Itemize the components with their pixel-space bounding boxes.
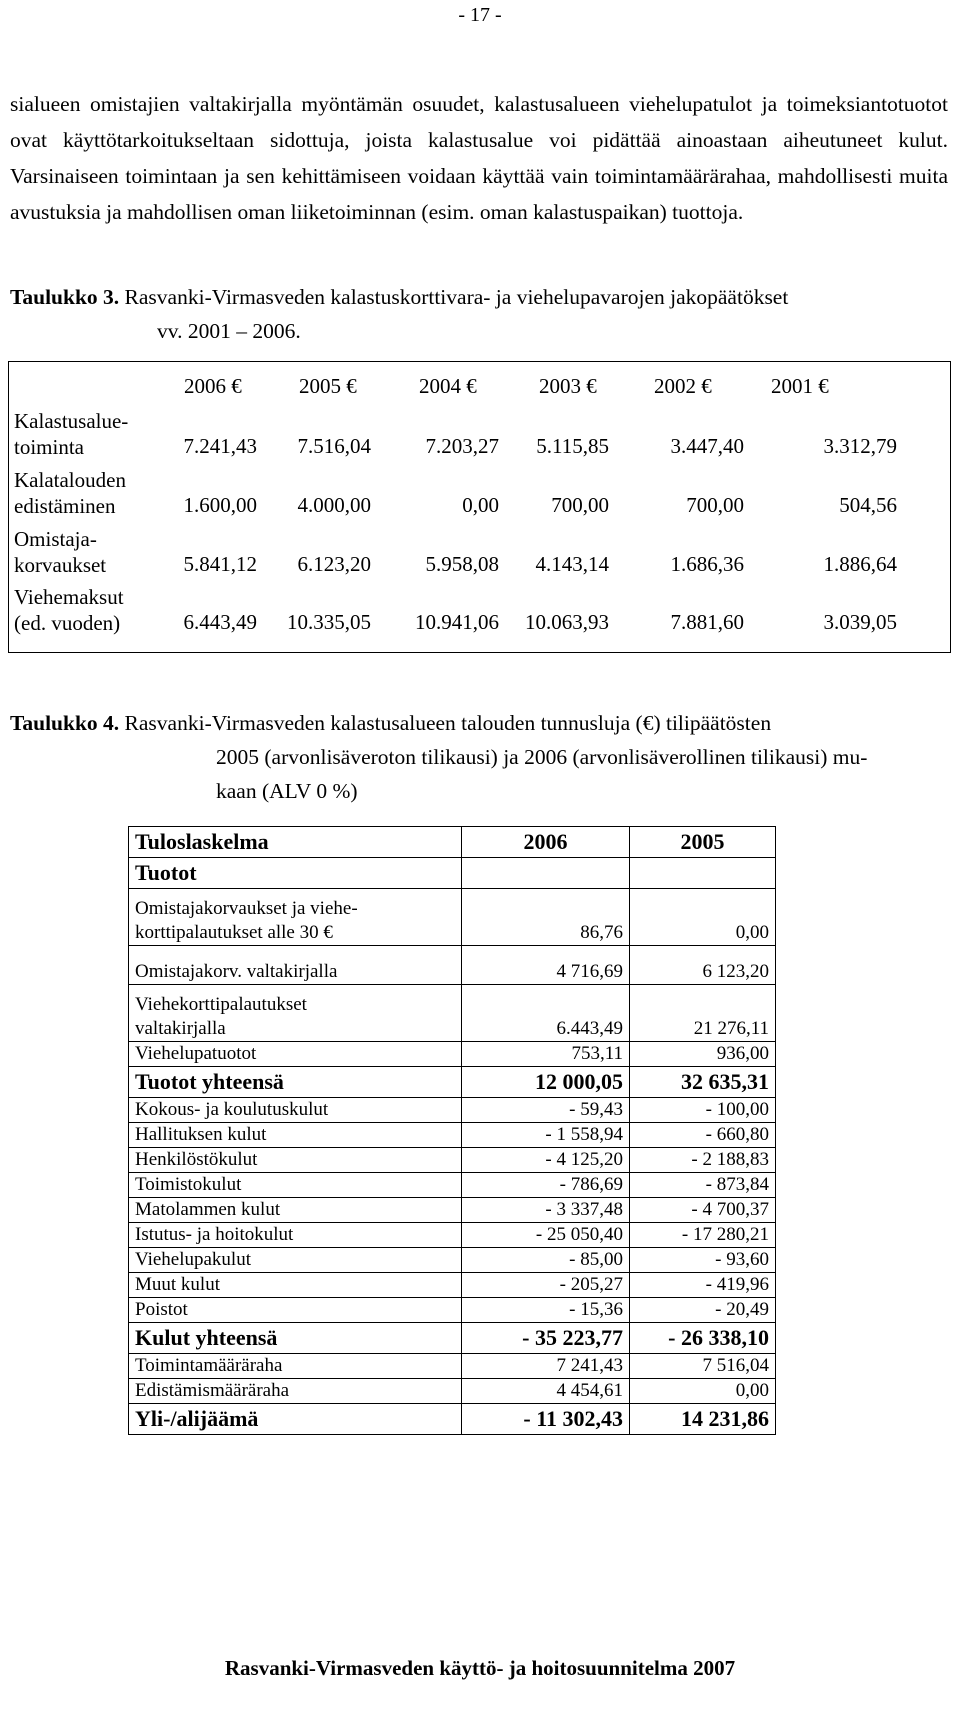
table3-row-label-line2: edistäminen bbox=[14, 494, 116, 518]
table4-value-2005: 21 276,11 bbox=[630, 985, 776, 1042]
table4-caption-line3: kaan (ALV 0 %) bbox=[216, 779, 358, 803]
table3-cell: 10.335,05 bbox=[287, 610, 371, 634]
table4-value-2005: - 20,49 bbox=[630, 1298, 776, 1323]
table3-year-header: 2003 € bbox=[539, 374, 597, 398]
table4 bbox=[128, 826, 776, 1435]
table4-header-label: Tuloslaskelma bbox=[129, 827, 462, 858]
table4-value-2005: - 4 700,37 bbox=[630, 1198, 776, 1223]
table3-cell: 6.123,20 bbox=[297, 552, 371, 576]
table4-row-label: Hallituksen kulut bbox=[129, 1123, 462, 1148]
table3-cell: 6.443,49 bbox=[183, 610, 257, 634]
table4-row-label: Edistämismääräraha bbox=[129, 1379, 462, 1404]
table3-cell: 3.039,05 bbox=[823, 610, 897, 634]
table4-row-label: Yli-/alijäämä bbox=[129, 1404, 462, 1435]
table4-row bbox=[129, 1067, 776, 1098]
table3-row-label bbox=[14, 408, 128, 460]
table3-cell: 7.241,43 bbox=[183, 434, 257, 458]
table3-caption-years: vv. 2001 – 2006. bbox=[157, 319, 301, 343]
table4-value-2006: - 205,27 bbox=[462, 1273, 630, 1298]
table4-value-2005: - 419,96 bbox=[630, 1273, 776, 1298]
table3-year-header: 2001 € bbox=[771, 374, 829, 398]
table4-value-2006: - 85,00 bbox=[462, 1248, 630, 1273]
table4-value-2005: 0,00 bbox=[630, 889, 776, 946]
table4-row-label: Toimistokulut bbox=[129, 1173, 462, 1198]
table4-row-label: Henkilöstökulut bbox=[129, 1148, 462, 1173]
table3-row-label bbox=[14, 584, 124, 636]
table4-row bbox=[129, 1404, 776, 1435]
table3-cell: 10.063,93 bbox=[525, 610, 609, 634]
table4-value-2005: - 93,60 bbox=[630, 1248, 776, 1273]
table3-caption bbox=[10, 280, 950, 348]
table3-year-header: 2004 € bbox=[419, 374, 477, 398]
page-number: - 17 - bbox=[458, 4, 502, 26]
table4-value-2006: - 3 337,48 bbox=[462, 1198, 630, 1223]
table3-cell: 7.203,27 bbox=[425, 434, 499, 458]
table3-cell: 7.516,04 bbox=[297, 434, 371, 458]
table4-value-2005: 936,00 bbox=[630, 1042, 776, 1067]
table3-cell: 700,00 bbox=[551, 493, 609, 517]
table4-caption-line2: 2005 (arvonlisäveroton tilikausi) ja 2006 (arvonlisäverollinen tilikausi) mu- bbox=[216, 745, 868, 769]
table4-caption bbox=[10, 706, 950, 808]
table4-row bbox=[129, 1223, 776, 1248]
table4-value-2006: 753,11 bbox=[462, 1042, 630, 1067]
table3-year-header: 2005 € bbox=[299, 374, 357, 398]
table4-row-label: Viehelupatuotot bbox=[129, 1042, 462, 1067]
table3-row-label-line1: Viehemaksut bbox=[14, 585, 124, 609]
table4-value-2005: 14 231,86 bbox=[630, 1404, 776, 1435]
table4-row bbox=[129, 1098, 776, 1123]
table3-cell: 4.000,00 bbox=[297, 493, 371, 517]
table4-value-2006: 6.443,49 bbox=[462, 985, 630, 1042]
table4-row bbox=[129, 1298, 776, 1323]
table4-caption-label: Taulukko 4. bbox=[10, 711, 120, 735]
table4-value-2005: - 873,84 bbox=[630, 1173, 776, 1198]
table3-cell: 10.941,06 bbox=[415, 610, 499, 634]
table3-caption-label: Taulukko 3. bbox=[10, 285, 120, 309]
body-paragraph: sialueen omistajien valtakirjalla myöntämän osuudet, kalastusalueen viehelupatulot ja toimeksiantotuotot ovat käyttötarkoitukseltaan sidottuja, joista kalastusalue voi pidättää ainoastaan aiheutuneet kulut. Varsinaiseen toimintaan ja sen kehittämiseen voidaan käyttää vain toimintamäärärahaa, mahdollisesti muita avustuksia ja mahdollisen oman liiketoiminnan (esim. oman kalastuspaikan) tuottoja. bbox=[10, 92, 948, 224]
table4-value-2006: - 1 558,94 bbox=[462, 1123, 630, 1148]
table4-row bbox=[129, 1173, 776, 1198]
table4-value-2006: 7 241,43 bbox=[462, 1354, 630, 1379]
table4-value-2005: - 660,80 bbox=[630, 1123, 776, 1148]
table4-row-label-line1: Viehekorttipalautukset bbox=[135, 994, 307, 1015]
table4-row bbox=[129, 1323, 776, 1354]
table3-cell: 5.115,85 bbox=[536, 434, 609, 458]
table3-row-label-line1: Omistaja- bbox=[14, 527, 97, 551]
table4-value-2006: - 11 302,43 bbox=[462, 1404, 630, 1435]
table4-row-label-line1: Omistajakorvaukset ja viehe- bbox=[135, 898, 358, 919]
table4-row-label: Matolammen kulut bbox=[129, 1198, 462, 1223]
table4-value-2005: 6 123,20 bbox=[630, 946, 776, 985]
table3-cell: 700,00 bbox=[686, 493, 744, 517]
page-footer: Rasvanki-Virmasveden käyttö- ja hoitosuunnitelma 2007 bbox=[224, 1656, 736, 1680]
table3-cell: 0,00 bbox=[462, 493, 499, 517]
table4-value-2006: - 59,43 bbox=[462, 1098, 630, 1123]
table3-year-header: 2006 € bbox=[184, 374, 242, 398]
table3-year-header: 2002 € bbox=[654, 374, 712, 398]
table4-empty-cell bbox=[462, 858, 630, 889]
table3-cell: 5.958,08 bbox=[425, 552, 499, 576]
table4-row bbox=[129, 1248, 776, 1273]
table3-row-label bbox=[14, 467, 126, 519]
table4-value-2005: - 100,00 bbox=[630, 1098, 776, 1123]
table3-row-label bbox=[14, 526, 106, 578]
table4-row-label bbox=[129, 889, 462, 946]
table4-value-2006: - 35 223,77 bbox=[462, 1323, 630, 1354]
table4-row bbox=[129, 1354, 776, 1379]
table4-row-label: Istutus- ja hoitokulut bbox=[129, 1223, 462, 1248]
table4-row-label: Tuotot yhteensä bbox=[129, 1067, 462, 1098]
table3 bbox=[8, 361, 951, 653]
table4-row-label-line2: korttipalautukset alle 30 € bbox=[135, 922, 333, 943]
table3-row-label-line1: Kalastusalue- bbox=[14, 409, 129, 433]
table3-cell: 1.686,36 bbox=[670, 552, 744, 576]
table4-row bbox=[129, 1042, 776, 1067]
table4-row bbox=[129, 1273, 776, 1298]
table4-header-2006: 2006 bbox=[462, 827, 630, 858]
table4-row-label: Viehelupakulut bbox=[129, 1248, 462, 1273]
table4-row-label: Kulut yhteensä bbox=[129, 1323, 462, 1354]
table4-section-label: Tuotot bbox=[129, 858, 462, 889]
table4-row bbox=[129, 889, 776, 946]
table4-value-2005: 7 516,04 bbox=[630, 1354, 776, 1379]
table4-value-2006: 4 716,69 bbox=[462, 946, 630, 985]
table4-row-label bbox=[129, 985, 462, 1042]
table3-row-label-line2: (ed. vuoden) bbox=[14, 611, 121, 635]
table4-header-row bbox=[129, 827, 776, 858]
table4-value-2006: - 786,69 bbox=[462, 1173, 630, 1198]
table4-value-2006: 4 454,61 bbox=[462, 1379, 630, 1404]
table4-row bbox=[129, 1123, 776, 1148]
table3-cell: 1.600,00 bbox=[183, 493, 257, 517]
table3-cell: 7.881,60 bbox=[670, 610, 744, 634]
table4-value-2005: 0,00 bbox=[630, 1379, 776, 1404]
table4-value-2006: 12 000,05 bbox=[462, 1067, 630, 1098]
table3-cell: 1.886,64 bbox=[823, 552, 897, 576]
table3-cell: 4.143,14 bbox=[535, 552, 609, 576]
table4-row-label: Poistot bbox=[129, 1298, 462, 1323]
table4-value-2005: - 26 338,10 bbox=[630, 1323, 776, 1354]
table4-row-label: Kokous- ja koulutuskulut bbox=[129, 1098, 462, 1123]
table3-caption-text: Rasvanki-Virmasveden kalastuskorttivara- ja viehelupavarojen jakopäätökset bbox=[124, 285, 789, 309]
table4-row-label: Omistajakorv. valtakirjalla bbox=[129, 946, 462, 985]
table4-section-row bbox=[129, 858, 776, 889]
table3-cell: 504,56 bbox=[839, 493, 897, 517]
table4-header-2005: 2005 bbox=[630, 827, 776, 858]
table4-row bbox=[129, 1148, 776, 1173]
table4-row-label: Muut kulut bbox=[129, 1273, 462, 1298]
table3-row-label-line1: Kalatalouden bbox=[14, 468, 126, 492]
table4-row bbox=[129, 1198, 776, 1223]
table3-row-label-line2: korvaukset bbox=[14, 553, 107, 577]
table4-empty-cell bbox=[630, 858, 776, 889]
table4-caption-text: Rasvanki-Virmasveden kalastusalueen talouden tunnusluja (€) tilipäätösten bbox=[124, 711, 772, 735]
table4-value-2006: - 25 050,40 bbox=[462, 1223, 630, 1248]
table4-value-2005: - 17 280,21 bbox=[630, 1223, 776, 1248]
table4-row-label-line2: valtakirjalla bbox=[135, 1018, 226, 1039]
table4-value-2005: - 2 188,83 bbox=[630, 1148, 776, 1173]
table4-row bbox=[129, 1379, 776, 1404]
table4-value-2006: 86,76 bbox=[462, 889, 630, 946]
table4-value-2006: - 15,36 bbox=[462, 1298, 630, 1323]
table3-cell: 3.312,79 bbox=[823, 434, 897, 458]
table3-cell: 3.447,40 bbox=[670, 434, 744, 458]
table3-row-label-line2: toiminta bbox=[14, 435, 84, 459]
table4-value-2006: - 4 125,20 bbox=[462, 1148, 630, 1173]
table4-row-label: Toimintamääräraha bbox=[129, 1354, 462, 1379]
table3-cell: 5.841,12 bbox=[183, 552, 257, 576]
table4-row bbox=[129, 946, 776, 985]
table4-value-2005: 32 635,31 bbox=[630, 1067, 776, 1098]
table4-row bbox=[129, 985, 776, 1042]
